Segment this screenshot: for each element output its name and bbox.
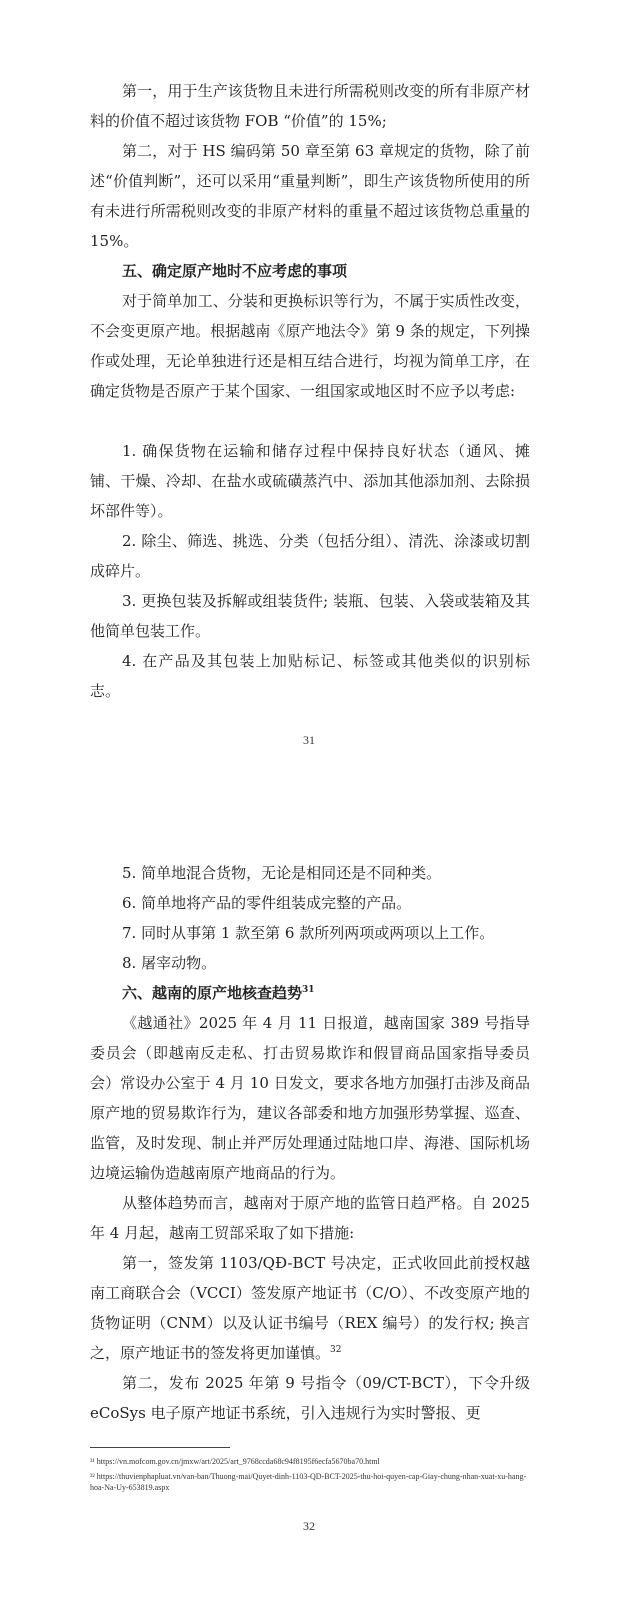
paragraph-value-threshold: 第一，用于生产该货物且未进行所需税则改变的所有非原产材料的价值不超过该货物 FOB “价值”的 15%;	[90, 82, 530, 130]
footnote-ref-31[interactable]: 31	[302, 985, 315, 995]
section-heading-6	[122, 978, 315, 1008]
page-number-31: 31	[303, 733, 315, 747]
footnote-separator	[90, 1447, 230, 1448]
list-item-3: 3. 更换包装及拆解或组装货件; 装瓶、包装、入袋或装箱及其他简单包装工作。	[90, 592, 530, 640]
section-heading-6-text: 六、越南的原产地核查趋势	[122, 984, 303, 1002]
paragraph-overall-trend: 从整体趋势而言，越南对于原产地的监管日趋严格。自 2025 年 4 月起，越南工贸部采取了如下措施:	[90, 1194, 530, 1242]
list-item-1: 1. 确保货物在运输和储存过程中保持良好状态（通风、摊铺、干燥、冷却、在盐水或硫磺蒸汽中、添加其他添加剂、去除损坏部件等）。	[90, 442, 530, 520]
section-heading-5: 五、确定原产地时不应考虑的事项	[122, 262, 348, 280]
list-item-7: 7. 同时从事第 1 款至第 6 款所列两项或两项以上工作。	[122, 924, 495, 942]
footnote-31: ³¹ https://vn.mofcom.gov.cn/jmxw/art/2025/art_9768ccda68c94f8195f6ecfa5670ba70.html	[90, 1457, 380, 1466]
footnote-ref-32[interactable]: 32	[330, 1345, 342, 1355]
list-item-5: 5. 简单地混合货物，无论是相同还是不同种类。	[122, 864, 442, 882]
list-item-8: 8. 屠宰动物。	[122, 954, 217, 972]
paragraph-vna-report: 《越通社》2025 年 4 月 11 日报道，越南国家 389 号指导委员会（即越南反走私、打击贸易欺诈和假冒商品国家指导委员会）常设办公室于 4 月 10 日发文，要求各地方加强打击涉及商品原产地的贸易欺诈行为，建议各部委和地方加强形势掌握、巡查、监管，及时发现、制止并严厉处理通过陆地口岸、海港、国际机场边境运输伪造越南原产地商品的行为。	[90, 1014, 530, 1182]
list-item-4: 4. 在产品及其包装上加贴标记、标签或其他类似的识别标志。	[90, 652, 530, 700]
paragraph-measure-1-text: 第一，签发第 1103/QĐ-BCT 号决定，正式收回此前授权越南工商联合会（VCCI）签发原产地证书（C/O）、不改变原产地的货物证明（CNM）以及认证书编号（REX 编号）的发行权; 换言之，原产地证书的签发将更加谨慎。	[90, 1254, 530, 1362]
paragraph-measure-2: 第二，发布 2025 年第 9 号指令（09/CT-BCT），下令升级 eCoSys 电子原产地证书系统，引入违规行为实时警报、更	[90, 1374, 530, 1422]
page-number-32: 32	[303, 1519, 315, 1533]
paragraph-weight-threshold: 第二，对于 HS 编码第 50 章至第 63 章规定的货物，除了前述“价值判断”，还可以采用“重量判断”，即生产该货物所使用的所有未进行所需税则改变的非原产材料的重量不超过该货物总重量的 15%。	[90, 142, 530, 250]
footnote-32: ³² https://thuvienphapluat.vn/van-ban/Thuong-mai/Quyet-dinh-1103-QD-BCT-2025-thu-hoi-quyen-cap-Giay-chung-nhan-xuat-xu-hang-hoa-Na-Uy-653819.aspx	[90, 1472, 527, 1492]
list-item-2: 2. 除尘、筛选、挑选、分类（包括分组）、清洗、涂漆或切割成碎片。	[90, 532, 530, 580]
paragraph-simple-operations: 对于简单加工、分装和更换标识等行为，不属于实质性改变，不会变更原产地。根据越南《原产地法令》第 9 条的规定，下列操作或处理，无论单独进行还是相互结合进行，均视为简单工序，在确定货物是否原产于某个国家、一组国家或地区时不应予以考虑:	[90, 292, 530, 400]
paragraph-measure-1	[90, 1248, 530, 1368]
list-item-6: 6. 简单地将产品的零件组装成完整的产品。	[122, 894, 412, 912]
